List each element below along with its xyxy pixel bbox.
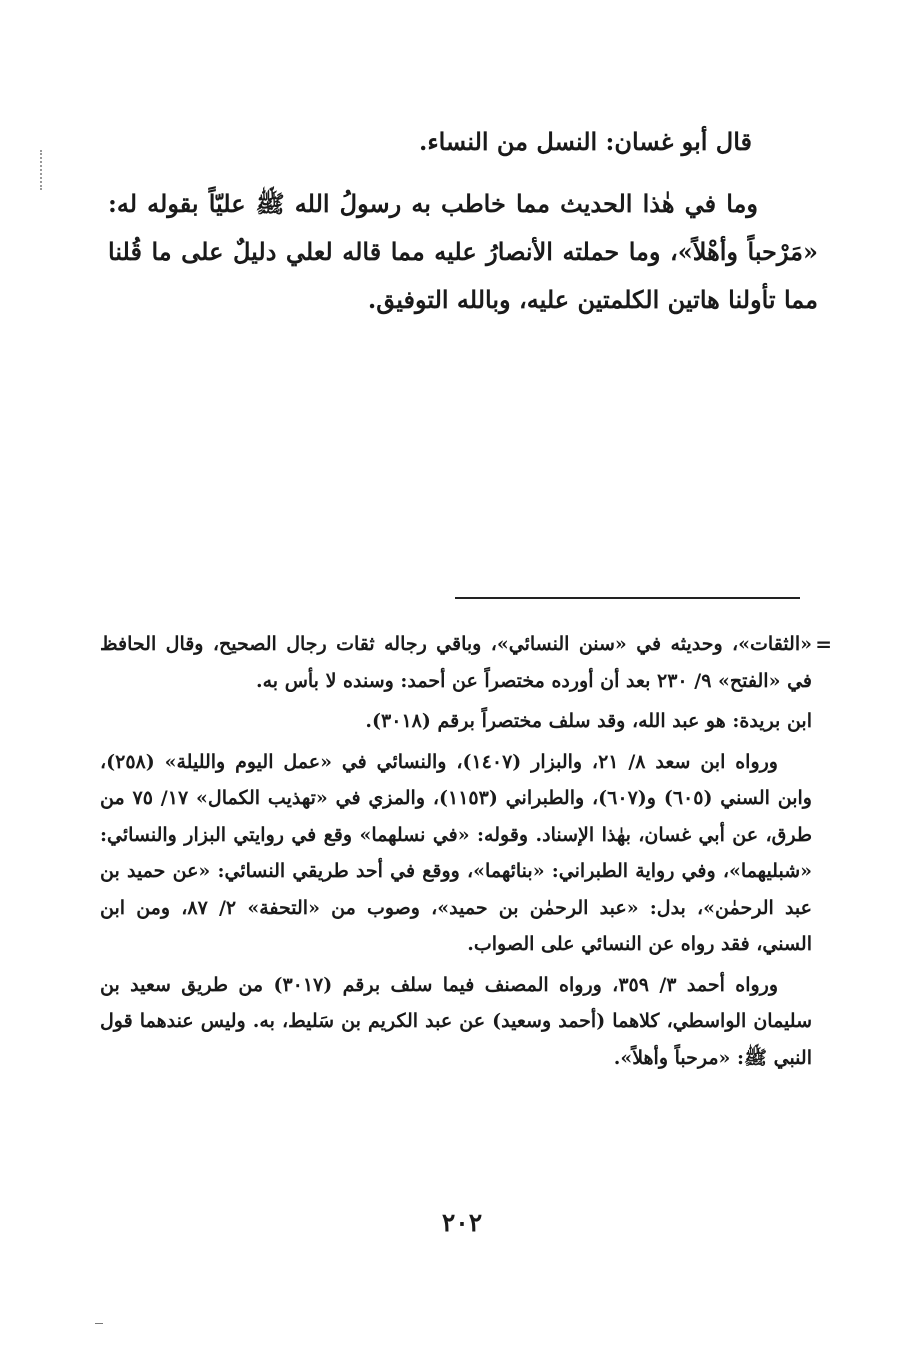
main-paragraph-1: قال أبو غسان: النسل من النساء. <box>418 127 752 156</box>
footnote-paragraph-3: ورواه ابن سعد ٨/ ٢١، والبزار (١٤٠٧)، والنسائي في «عمل اليوم والليلة» (٢٥٨)، وابن السني (٦٠٥) و(٦٠٧)، والطبراني (١١٥٣)، والمزي في «تهذيب الكمال» ١٧/ ٧٥ من طرق، عن أبي غسان، بهٰذا الإسناد. وقوله: «في نسلهما» وقع في روايتي البزار والنسائي: «شبليهما»، وفي رواية الطبراني: «بنائهما»، ووقع في أحد طريقي النسائي: «عن حميد بن عبد الرحمٰن»، بدل: «عبد الرحمٰن بن حميد»، وصوب من «التحفة» ٢/ ٨٧، ومن ابن السني، فقد رواه عن النسائي على الصواب. <box>100 750 812 955</box>
footnote-paragraph-2: ابن بريدة: هو عبد الله، وقد سلف مختصراً برقم (٣٠١٨). <box>365 710 812 732</box>
footnotes <box>100 626 812 1080</box>
footnote-continuation-mark: = <box>815 632 832 656</box>
footnote-paragraph-1: «الثقات»، وحديثه في «سنن النسائي»، وباقي رجاله ثقات رجال الصحيح، وقال الحافظ في «الفتح» ٩/ ٢٣٠ بعد أن أورده مختصراً عن أحمد: وسنده لا بأس به. <box>100 633 812 692</box>
footnote-paragraph-4: ورواه أحمد ٣/ ٣٥٩، ورواه المصنف فيما سلف برقم (٣٠١٧) من طريق سعيد بن سليمان الواسطي، كلاهما (أحمد وسعيد) عن عبد الكريم بن سَليط، به. وليس عندهما قول النبي ﷺ: «مرحباً وأهلاً». <box>100 973 812 1069</box>
main-text <box>108 118 818 336</box>
margin-dots <box>40 150 44 190</box>
scan-mark <box>95 1323 103 1324</box>
main-paragraph-2: وما في هٰذا الحديث مما خاطب به رسولُ الله ﷺ عليّاً بقوله له: «مَرْحباً وأهْلاً»، وما حملته الأنصارُ عليه مما قاله لعلي دليلٌ على ما قُلنا مما تأولنا هاتين الكلمتين عليه، وبالله التوفيق. <box>108 189 818 314</box>
page-number: ٢٠٢ <box>441 1208 483 1237</box>
footnote-separator <box>455 597 800 599</box>
